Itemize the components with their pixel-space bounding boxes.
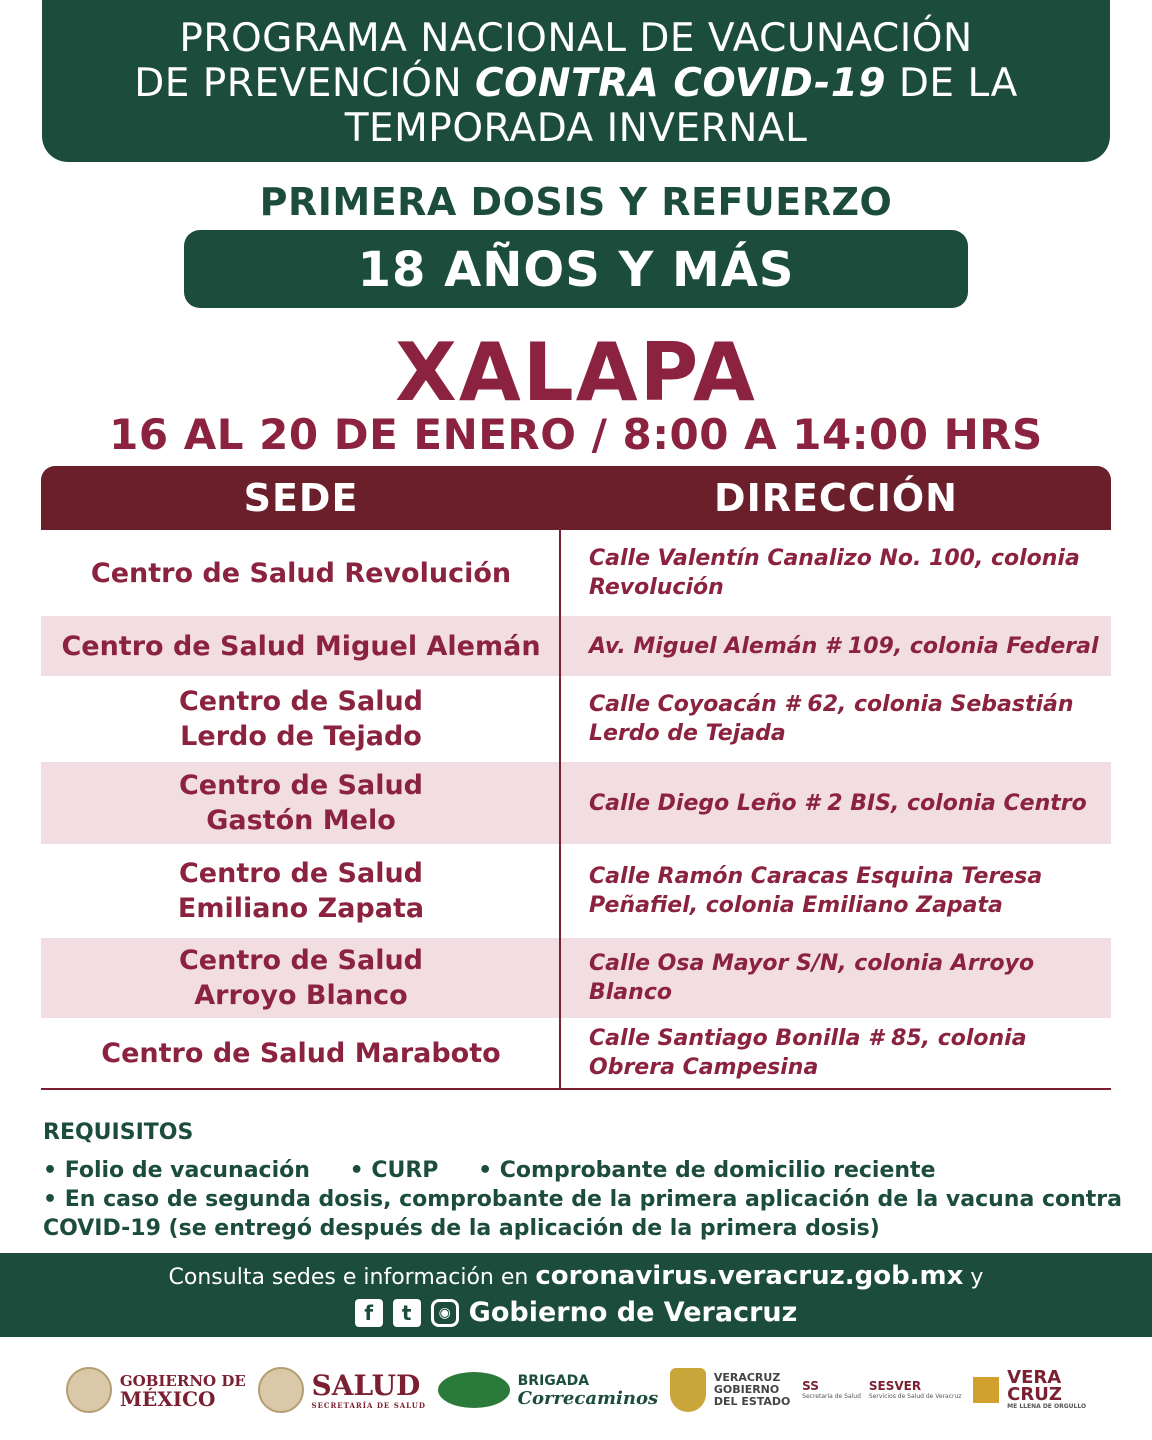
correcaminos-bird-icon xyxy=(438,1372,510,1408)
table-row xyxy=(41,1018,1111,1088)
consult-line: Consulta sedes e información en coronavirus.veracruz.gob.mx y xyxy=(168,1261,984,1291)
header-sede: SEDE xyxy=(243,476,359,520)
program-title-banner xyxy=(42,0,1110,162)
facebook-icon[interactable]: f xyxy=(355,1299,383,1327)
site-address: Av. Miguel Alemán # 109, colonia Federal xyxy=(589,633,1099,659)
requirements-line2: • En caso de segunda dosis, comprobante de la primera aplicación de la vacuna contra xyxy=(43,1187,1122,1212)
program-title-line2: DE PREVENCIÓN CONTRA COVID-19 DE LA xyxy=(134,61,1018,106)
req-item: • CURP xyxy=(349,1158,439,1183)
table-row xyxy=(41,844,1111,938)
site-name: Centro de Salud Miguel Alemán xyxy=(61,630,541,662)
logos-strip xyxy=(0,1350,1152,1430)
government-handle: Gobierno de Veracruz xyxy=(468,1297,798,1328)
eagle-seal-icon xyxy=(258,1367,304,1413)
req-item: • Comprobante de domicilio reciente xyxy=(478,1158,936,1183)
site-address: Calle Coyoacán # 62, colonia Sebastián Lerdo de Tejada xyxy=(589,692,1074,746)
social-line xyxy=(0,1297,1152,1328)
eagle-seal-icon xyxy=(66,1367,112,1413)
site-name: Centro de Salud Emiliano Zapata xyxy=(177,858,425,924)
brigada-correcaminos-logo: BRIGADA Correcaminos xyxy=(438,1372,658,1408)
veracruz-crest-icon xyxy=(670,1368,706,1412)
header-direccion: DIRECCIÓN xyxy=(714,476,958,520)
requirements-title: REQUISITOS xyxy=(43,1120,194,1145)
site-address: Calle Valentín Canalizo No. 100, colonia Revolución xyxy=(589,546,1080,600)
website-link[interactable]: coronavirus.veracruz.gob.mx xyxy=(535,1261,964,1291)
date-time-line: 16 AL 20 DE ENERO / 8:00 A 14:00 HRS xyxy=(109,410,1043,459)
site-name: Centro de Salud Gastón Melo xyxy=(178,770,424,836)
site-address: Calle Santiago Bonilla # 85, colonia Obrera Campesina xyxy=(589,1026,1027,1080)
site-address: Calle Ramón Caracas Esquina Teresa Peñafiel, colonia Emiliano Zapata xyxy=(589,864,1043,918)
req-item: • Folio de vacunación xyxy=(43,1158,310,1183)
table-row xyxy=(41,938,1111,1018)
table-row xyxy=(41,530,1111,616)
footer-banner xyxy=(0,1253,1152,1337)
table-header xyxy=(41,466,1111,530)
site-name: Centro de Salud Lerdo de Tejado xyxy=(178,686,424,752)
table-row xyxy=(41,762,1111,844)
twitter-icon[interactable]: t xyxy=(393,1299,421,1327)
program-title-line3: TEMPORADA INVERNAL xyxy=(344,106,808,151)
instagram-icon[interactable]: ◉ xyxy=(431,1299,459,1327)
table-row xyxy=(41,676,1111,762)
age-banner: 18 AÑOS Y MÁS xyxy=(184,230,968,308)
site-name: Centro de Salud Arroyo Blanco xyxy=(178,945,424,1011)
city-title: XALAPA xyxy=(395,326,757,419)
salud-logo: SALUD SECRETARÍA DE SALUD xyxy=(258,1367,426,1413)
requirements-line1 xyxy=(43,1156,968,1185)
veracruz-gobierno-logo: VERACRUZ GOBIERNO DEL ESTADO xyxy=(670,1368,791,1412)
dose-subtitle: PRIMERA DOSIS Y REFUERZO xyxy=(259,180,893,224)
table-body xyxy=(41,530,1111,1090)
program-title-line1: PROGRAMA NACIONAL DE VACUNACIÓN xyxy=(179,16,973,61)
requirements-line3: COVID-19 (se entregó después de la aplicación de la primera dosis) xyxy=(43,1216,880,1241)
gobierno-mexico-logo: GOBIERNO DE MÉXICO xyxy=(66,1367,246,1413)
sites-table xyxy=(41,466,1111,1090)
site-address: Calle Diego Leño # 2 BIS, colonia Centro xyxy=(589,790,1087,816)
site-name: Centro de Salud Revolución xyxy=(90,557,512,589)
site-name: Centro de Salud Maraboto xyxy=(101,1037,501,1069)
veracruz-brand-logo: VERA CRUZ ME LLENA DE ORGULLO xyxy=(973,1369,1086,1411)
ss-sesver-logo: SS Secretaría de Salud SESVER Servicios de Salud de Veracruz xyxy=(802,1379,962,1400)
site-address: Calle Osa Mayor S/N, colonia Arroyo Blanco xyxy=(589,951,1035,1005)
veracruz-pattern-icon xyxy=(973,1377,999,1403)
table-row xyxy=(41,616,1111,676)
